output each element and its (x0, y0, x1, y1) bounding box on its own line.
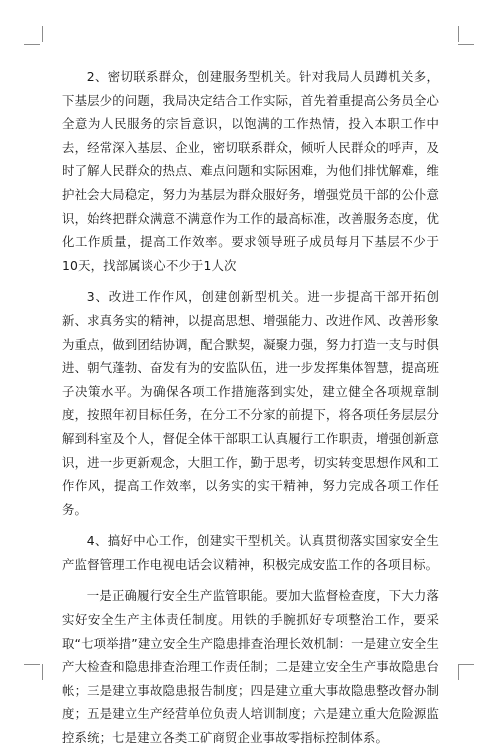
paragraph-service-oriented: 2、密切联系群众，创建服务型机关。针对我局人员蹲机关多，下基层少的问题，我局决定结合工作实际，首先着重提高公务员全心全意为人民服务的宗旨意识，以饱满的工作热情，投入本职工作中去，经常深入基层、企业，密切联系群众，倾听人民群众的呼声，及时了解人民群众的热点、难点问题和实际困难，为他们排忧解难，维护社会大局稳定，努力为基层为群众服好务，增强党员干部的公仆意识，始终把群众满意不满意作为工作的最高标准，改善服务态度，优化工作质量，提高工作效率。要求领导班子成员每月下基层不少于10天，找部属谈心不少于1人次 (62, 69, 439, 273)
paragraph-innovation-oriented: 3、改进工作作风，创建创新型机关。进一步提高干部开拓创新、求真务实的精神，以提高思想、增强能力、改进作风、改善形象为重点，做到团结协调，配合默契，凝聚力强，努力打造一支与时俱进、朝气蓬勃、奋发有为的安监队伍，进一步发挥集体智慧，提高班子决策水平。为确保各项工作措施落到实处，建立健全各项规章制度，按照年初目标任务，在分工不分家的前提下，将各项任务层层分解到科室及个人，督促全体干部职工认真履行工作职责，增强创新意识，进一步更新观念，大胆工作，勤于思考，切实转变思想作风和工作作风，提高工作效率，以务实的实干精神，努力完成各项工作任务。 (62, 289, 439, 517)
paragraph-practical-oriented: 4、搞好中心工作，创建实干型机关。认真贯彻落实国家安全生产监督管理工作电视电话会议精神，积极完成安监工作的各项目标。 (62, 533, 439, 572)
document-body (62, 65, 439, 750)
paragraph-safety-supervision: 一是正确履行安全生产监管职能。要加大监督检查度，下大力落实好安全生产主体责任制度。用铁的手腕抓好专项整治工作，要采取“七项举措”建立安全生产隐患排查治理长效机制：一是建立安全生产大检查和隐患排查治理工作责任制；二是建立安全生产事故隐患台帐；三是建立事故隐患报告制度；四是建立重大事故隐患整改督办制度；五是建立生产经营单位负责人培训制度；六是建立重大危险源监控系统；七是建立各类工矿商贸企业事故零指标控制体系。 (62, 588, 439, 746)
